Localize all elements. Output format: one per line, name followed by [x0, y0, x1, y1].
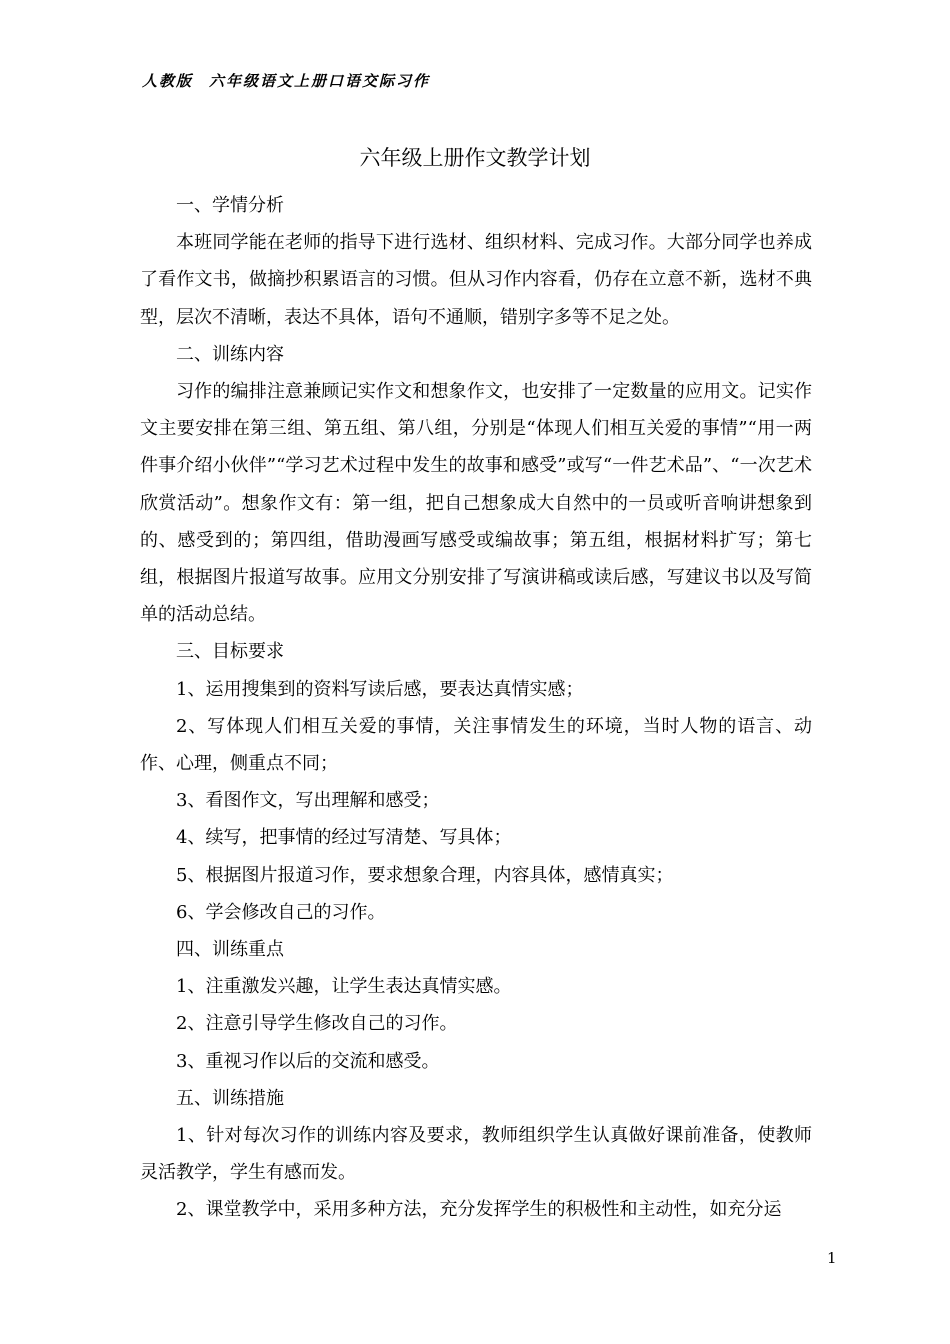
header-publisher: 人教版: [142, 72, 194, 90]
running-header: [142, 70, 430, 91]
section-heading-analysis: 一、学情分析: [176, 195, 284, 216]
section-heading-goals: 三、目标要求: [176, 641, 284, 663]
measure-item-2: 2、课堂教学中，采用多种方法，充分发挥学生的积极性和主动性，如充分运: [176, 1199, 782, 1221]
measure-item-1: 1、针对每次习作的训练内容及要求，教师组织学生认真做好课前准备，使教师灵活教学，学生有感而发。: [140, 1125, 812, 1184]
focus-item-1: 1、注重激发兴趣，让学生表达真情实感。: [176, 976, 512, 998]
paragraph-analysis: 本班同学能在老师的指导下进行选材、组织材料、完成习作。大部分同学也养成了看作文书，做摘抄积累语言的习惯。但从习作内容看，仍存在立意不新，选材不典型，层次不清晰，表达不具体，语句不通顺，错别字多等不足之处。: [140, 232, 812, 328]
goal-item-2: 2、写体现人们相互关爱的事情，关注事情发生的环境，当时人物的语言、动作、心理，侧重点不同；: [140, 715, 812, 775]
document-title: 六年级上册作文教学计划: [359, 146, 591, 170]
document-body: [140, 187, 812, 1229]
focus-item-3: 3、重视习作以后的交流和感受。: [176, 1050, 440, 1072]
goal-item-5: 5、根据图片报道习作，要求想象合理，内容具体，感情真实；: [176, 864, 674, 886]
goal-item-1: 1、运用搜集到的资料写读后感，要表达真情实感；: [176, 678, 584, 700]
paragraph-content: 习作的编排注意兼顾记实作文和想象作文，也安排了一定数量的应用文。记实作文主要安排在第三组、第五组、第八组，分别是“体现人们相互关爱的事情”“用一两件事介绍小伙伴”“学习艺术过程中发生的故事和感受”或写“一件艺术品”、“一次艺术欣赏活动”。想象作文有：第一组，把自己想象成大自然中的一员或听音响讲想象到的、感受到的；第四组，借助漫画写感受或编故事；第五组，根据材料扩写；第七组，根据图片报道写故事。应用文分别安排了写演讲稿或读后感，写建议书以及写简单的活动总结。: [140, 381, 812, 626]
section-heading-measures: 五、训练措施: [176, 1087, 284, 1109]
goal-item-6: 6、学会修改自己的习作。: [176, 901, 386, 923]
page-number: 1: [827, 1249, 837, 1267]
goal-item-3: 3、看图作文，写出理解和感受；: [176, 790, 440, 812]
section-heading-content: 二、训练内容: [176, 343, 284, 365]
focus-item-2: 2、注意引导学生修改自己的习作。: [176, 1013, 458, 1035]
goal-item-4: 4、续写，把事情的经过写清楚、写具体；: [176, 827, 512, 849]
header-subject: 六年级语文上册口语交际习作: [209, 72, 431, 90]
section-heading-focus: 四、训练重点: [176, 939, 284, 961]
